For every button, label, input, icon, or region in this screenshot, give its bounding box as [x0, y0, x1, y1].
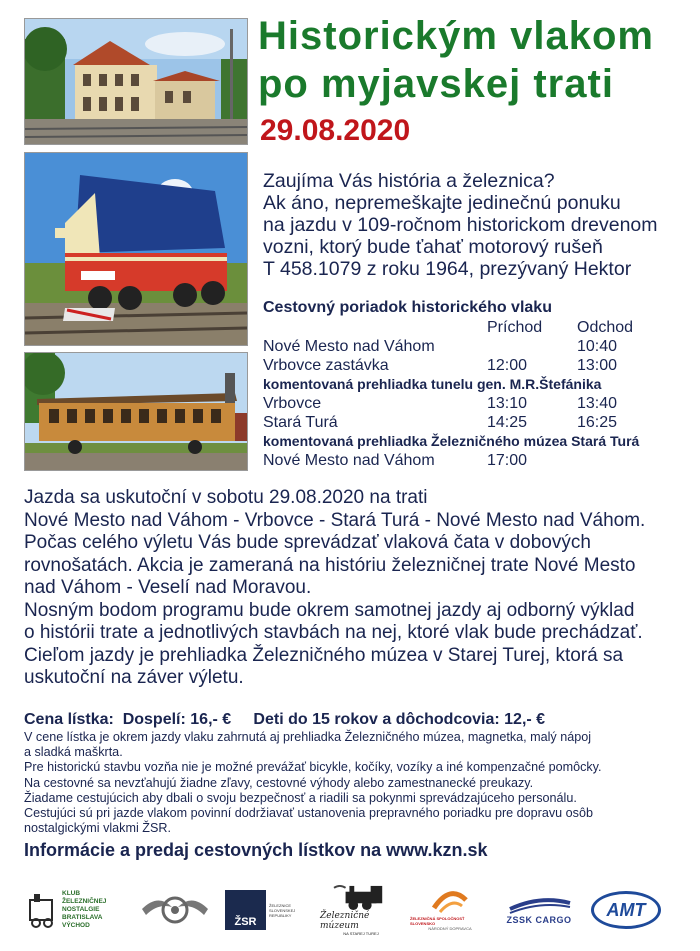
- station: Stará Turá: [263, 414, 338, 431]
- description-line: Nosným bodom programu bude okrem samotnej jazdy aj odborný výklad: [24, 599, 635, 621]
- amt-badge: [591, 891, 661, 929]
- arrival-time: 12:00: [487, 357, 528, 374]
- museum-text: Železničné múzeum: [320, 911, 370, 931]
- zsr-logo: [225, 884, 295, 936]
- cargo-stripes-icon: [506, 895, 572, 915]
- winged-wheel-icon: [140, 887, 210, 933]
- kzn-logo: [26, 884, 122, 936]
- locomotive-photo: [24, 152, 248, 346]
- intro-line: Ak áno, nepremeškajte jedinečnú ponuku: [263, 192, 621, 214]
- description-line: o histórii trate a jednotlivých stavbách na nej, ktoré vlak bude prechádzať.: [24, 622, 643, 643]
- ticket-price: [24, 711, 545, 729]
- zssk-cargo-logo: [500, 884, 578, 936]
- schedule-header-row: [263, 318, 683, 337]
- schedule-title: Cestovný poriadok historického vlaku: [263, 299, 552, 316]
- amt-logo: [588, 884, 664, 936]
- note-line: Žiadame cestujúcich aby dbali o svoju bezpečnosť a riadili sa pokynmi sprevádzajúceho personálu.: [24, 790, 577, 805]
- kzn-logo-text: KLUB ŽELEZNIČNEJ NOSTALGIE BRATISLAVA VÝCHOD: [62, 890, 107, 929]
- schedule-table: [263, 318, 683, 470]
- wooden-carriage-photo: [24, 352, 248, 471]
- zsr-badge: [225, 890, 266, 930]
- description-line: nad Váhom - Veselí nad Moravou.: [24, 577, 312, 598]
- zssk-subtext: NÁRODNÝ DOPRAVCA: [428, 925, 472, 931]
- intro-text: [263, 170, 693, 280]
- steam-locomotive-icon: [331, 884, 391, 911]
- departure-header: Odchod: [577, 319, 634, 336]
- info-link-text: Informácie a predaj cestovných lístkov na www.kzn.sk: [24, 840, 488, 860]
- arrival-time: 14:25: [487, 414, 528, 431]
- title-line-1: Historickým vlakom: [258, 14, 654, 58]
- station: Nové Mesto nad Váhom: [263, 452, 435, 469]
- arrival-time: 17:00: [487, 452, 528, 469]
- note-line: a sladká maškrta.: [24, 745, 123, 760]
- cargo-text: ZSSK CARGO: [506, 915, 572, 925]
- description-line: Počas celého výletu Vás bude sprevádzať vlaková čata v dobových: [24, 532, 591, 553]
- museum-subtext: NA STAREJ TUREJ: [343, 931, 379, 936]
- description-line: Jazda sa uskutoční v sobotu 29.08.2020 na trati: [24, 487, 428, 508]
- railway-museum-logo: [320, 884, 402, 936]
- schedule-row: [263, 394, 683, 413]
- note-line: V cene lístka je okrem jazdy vlaku zahrnutá aj prehliadka Železničného múzea, magnetka, malý nápoj: [24, 730, 592, 744]
- station: Vrbovce: [263, 395, 322, 412]
- winged-wheel-logo: [140, 884, 210, 936]
- price-adults: Dospelí: 16,- €: [122, 711, 232, 728]
- ticket-notes: [24, 730, 694, 836]
- schedule-row: [263, 413, 683, 432]
- intro-line: vozni, ktorý bude ťahať motorový rušeň: [263, 236, 603, 258]
- note-line: Cestujúci sú pri jazde vlakom povinní dodržiavať ustanovenia prepravného poriadku pre dopravu osôb: [24, 806, 593, 821]
- price-label: Cena lístka:: [24, 711, 114, 728]
- station-building-photo: [24, 18, 248, 145]
- description-line: rovnošatách. Akcia je zameraná na históriu železničnej trate Nové Mesto: [24, 554, 636, 576]
- price-children: Deti do 15 rokov a dôchodcovia: 12,- €: [253, 711, 546, 728]
- departure-time: 10:40: [577, 338, 618, 355]
- amt-text: AMT: [606, 899, 646, 920]
- description-line: Nové Mesto nad Váhom - Vrbovce - Stará Turá - Nové Mesto nad Váhom.: [24, 509, 646, 531]
- station: Nové Mesto nad Váhom: [263, 338, 435, 355]
- departure-time: 13:40: [577, 395, 618, 412]
- schedule-row: [263, 451, 683, 470]
- title-line-2: po myjavskej trati: [258, 62, 614, 106]
- schedule-note: komentovaná prehliadka Železničného múzea Stará Turá: [263, 433, 640, 449]
- schedule-note-row: [263, 432, 683, 451]
- kzn-train-icon: [28, 890, 58, 930]
- arrival-time: 13:10: [487, 395, 528, 412]
- description-line: uskutoční na záver výletu.: [24, 667, 244, 688]
- zssk-swirl-icon: [430, 890, 470, 916]
- schedule-row: [263, 356, 683, 375]
- zssk-text: ŽELEZNIČNÁ SPOLOČNOSŤ SLOVENSKO: [410, 915, 465, 926]
- schedule-note: komentovaná prehliadka tunelu gen. M.R.Štefánika: [263, 376, 602, 392]
- note-line: Pre historickú stavbu vozňa nie je možné prevážať bicykle, kočíky, vozíky a iné kompenzačné pomôcky.: [24, 760, 602, 775]
- zsr-text: ŽSR: [234, 916, 257, 928]
- note-line: nostalgickými vlakmi ŽSR.: [24, 821, 171, 836]
- note-line: Na cestovné sa nevzťahujú žiadne zľavy, cestovné výhody alebo zamestnanecké preukazy.: [24, 775, 534, 790]
- station: Vrbovce zastávka: [263, 357, 389, 374]
- schedule-row: [263, 337, 683, 356]
- arrival-header: Príchod: [487, 319, 543, 336]
- schedule-note-row: [263, 375, 683, 394]
- intro-line: na jazdu v 109-ročnom historickom drevenom: [263, 214, 658, 236]
- description-text: [24, 487, 694, 690]
- event-date: 29.08.2020: [260, 114, 411, 147]
- departure-time: 13:00: [577, 357, 618, 374]
- intro-line: T 458.1079 z roku 1964, prezývaný Hektor: [263, 258, 632, 280]
- intro-line: Zaujíma Vás história a železnica?: [263, 170, 555, 192]
- zssk-logo: [410, 884, 490, 936]
- departure-time: 16:25: [577, 414, 618, 431]
- description-line: Cieľom jazdy je prehliadka Železničného múzea v Starej Turej, ktorá sa: [24, 644, 624, 666]
- zsr-subtext: ŽELEZNICE SLOVENSKEJ REPUBLIKY: [269, 902, 296, 918]
